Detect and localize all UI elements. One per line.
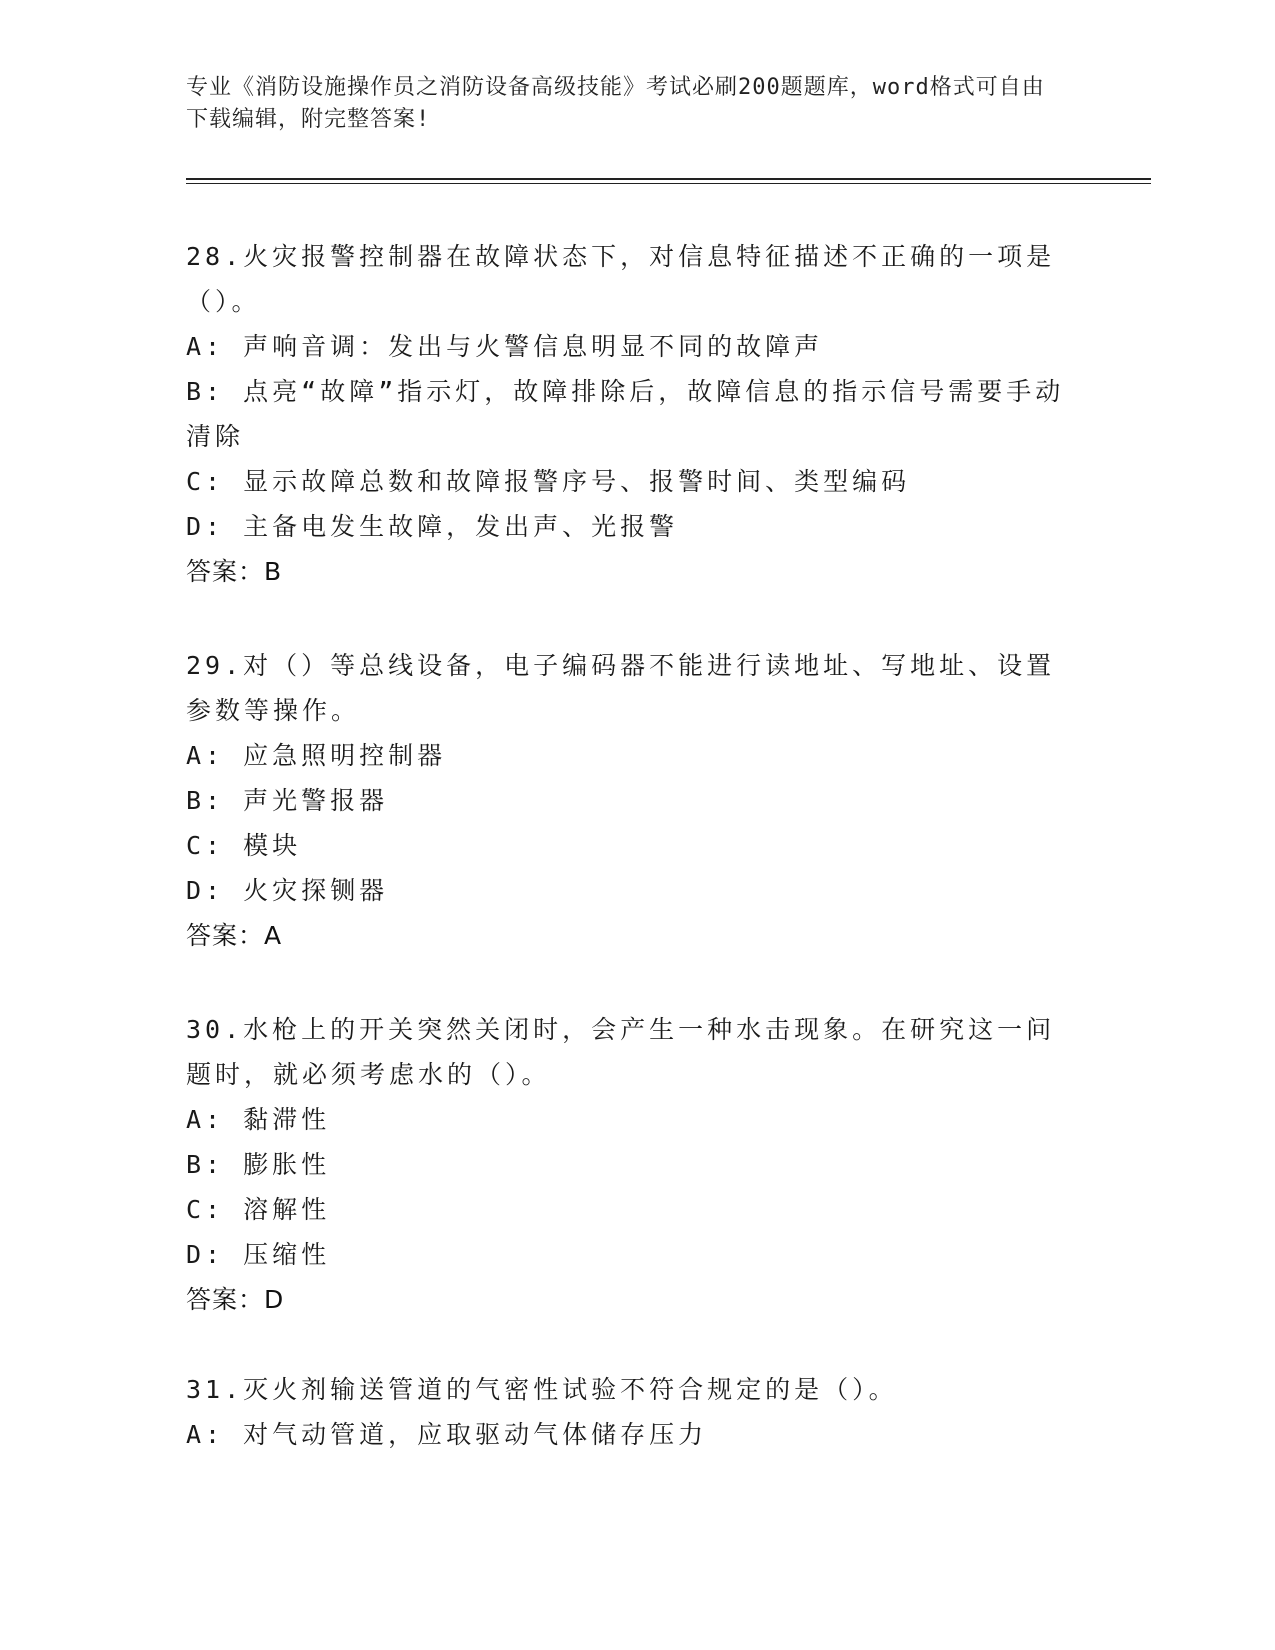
page-header-text: 专业《消防设施操作员之消防设备高级技能》考试必刷200题题库，word格式可自由下载编辑，附完整答案!: [186, 75, 1045, 132]
option-c: C: 模块: [186, 831, 302, 860]
option-a: A: 对气动管道，应取驱动气体储存压力: [186, 1420, 708, 1449]
question-stem: 29.对（）等总线设备，电子编码器不能进行读地址、写地址、设置参数等操作。: [186, 651, 1056, 725]
option-d: D: 压缩性: [186, 1240, 331, 1269]
option-d: D: 主备电发生故障，发出声、光报警: [186, 512, 679, 541]
option-c: C: 显示故障总数和故障报警序号、报警时间、类型编码: [186, 467, 911, 496]
answer-line: 答案：A: [186, 921, 283, 950]
header-divider-thick: [186, 178, 1151, 180]
option-a: A: 声响音调：发出与火警信息明显不同的故障声: [186, 332, 824, 361]
option-b: B: 膨胀性: [186, 1150, 331, 1179]
option-d: D: 火灾探铡器: [186, 876, 389, 905]
question-31: [186, 1367, 1076, 1457]
answer-line: 答案：B: [186, 557, 283, 586]
header-divider-thin: [186, 183, 1151, 184]
option-b: B: 声光警报器: [186, 786, 389, 815]
question-stem: 28.火灾报警控制器在故障状态下，对信息特征描述不正确的一项是（）。: [186, 242, 1056, 316]
answer-line: 答案：D: [186, 1285, 285, 1314]
option-a: A: 黏滞性: [186, 1105, 331, 1134]
question-28: [186, 234, 1076, 594]
question-stem: 30.水枪上的开关突然关闭时，会产生一种水击现象。在研究这一问题时，就必须考虑水的（）。: [186, 1015, 1056, 1089]
option-a: A: 应急照明控制器: [186, 741, 447, 770]
option-c: C: 溶解性: [186, 1195, 331, 1224]
option-b: B: 点亮“故障”指示灯，故障排除后，故障信息的指示信号需要手动清除: [186, 377, 1065, 451]
question-30: [186, 1007, 1076, 1322]
question-29: [186, 643, 1076, 958]
question-stem: 31.灭火剂输送管道的气密性试验不符合规定的是（）。: [186, 1375, 898, 1404]
